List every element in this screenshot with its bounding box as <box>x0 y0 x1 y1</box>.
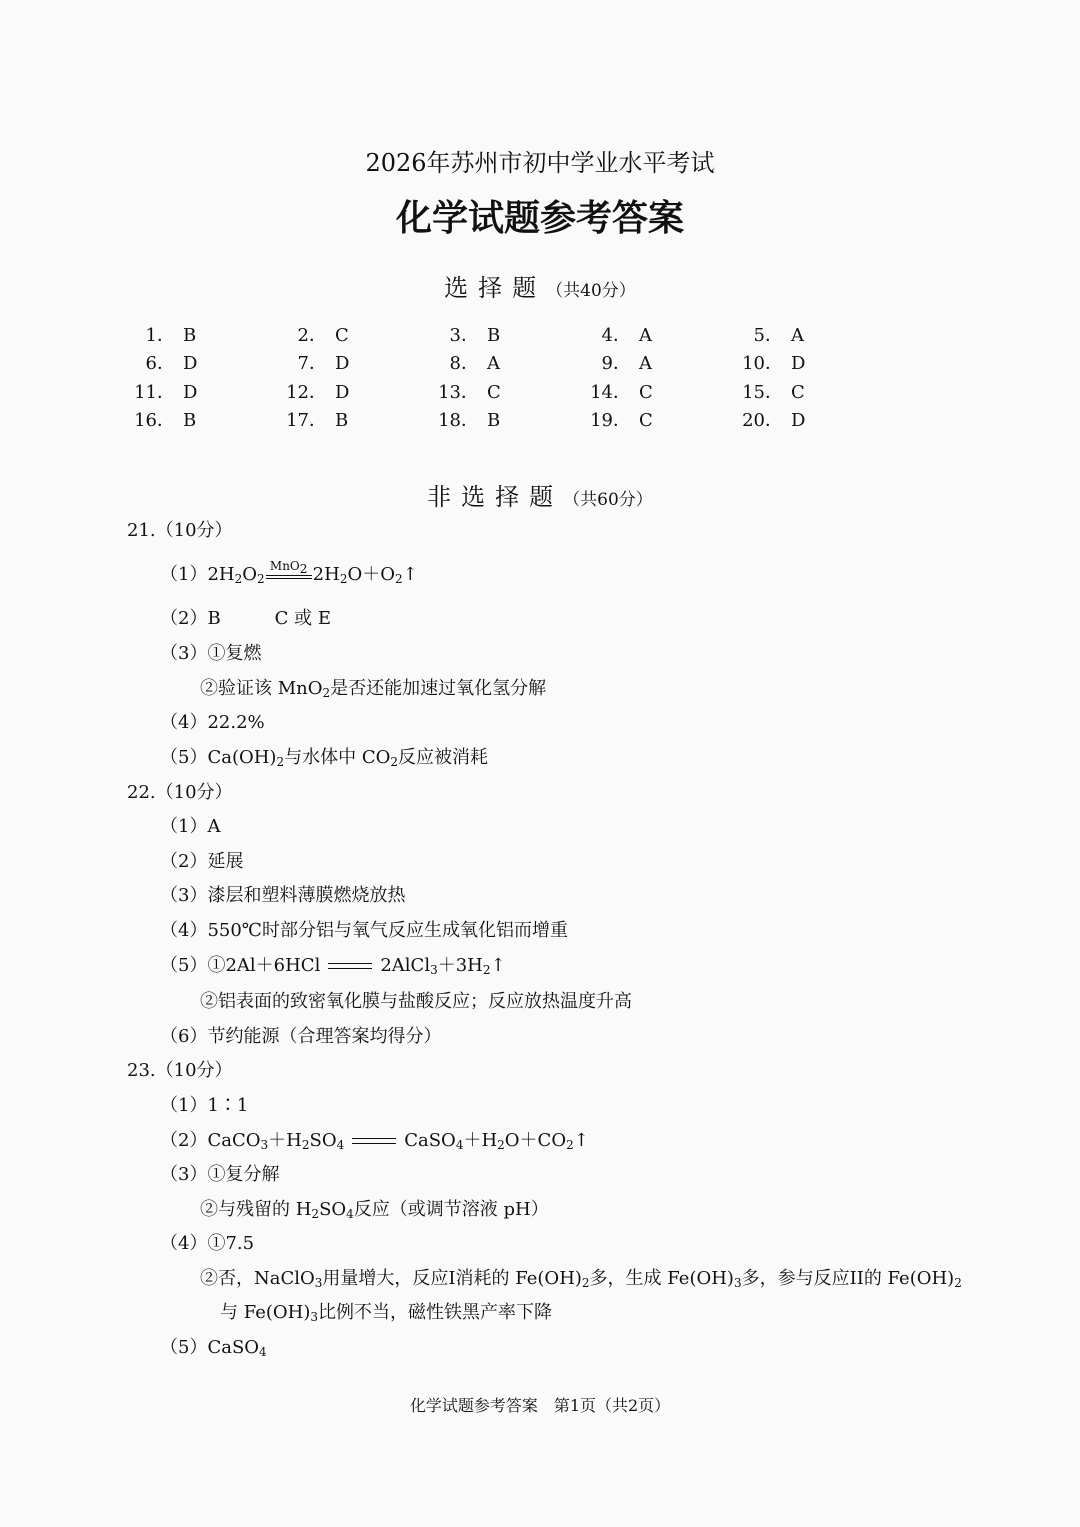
q22-part5-1-equation: （5）①2Al＋6HCl $2AlCl_3+3H_2↑$ <box>160 955 506 977</box>
q22-part6: （6）节约能源（合理答案均得分） <box>160 1026 442 1047</box>
question-number: 7． <box>297 353 327 375</box>
mc-answer-item <box>738 379 858 407</box>
answer-letter: B <box>183 325 197 346</box>
section-score-note: （共40分） <box>546 281 636 301</box>
question-number: 17． <box>286 409 327 431</box>
q21-part4: （4）22.2% <box>160 712 265 733</box>
question-number: 11． <box>134 381 175 403</box>
non-multiple-choice-heading <box>0 477 1080 512</box>
q23-part5: （5）CaSO$_4$ <box>160 1337 267 1359</box>
q22-part1: （1）A <box>160 816 221 837</box>
answer-letter: A <box>639 353 652 375</box>
q23-part3-1: （3）①复分解 <box>160 1164 280 1185</box>
mc-answer-item <box>586 379 706 407</box>
answer-letter: C <box>639 381 653 403</box>
mc-answer-item <box>586 350 706 378</box>
q22-part3: （3）漆层和塑料薄膜燃烧放热 <box>160 885 406 906</box>
question-number: 16． <box>134 409 175 431</box>
question-number: 14． <box>590 381 631 403</box>
question-number: 12． <box>286 381 327 403</box>
mc-answer-item <box>738 407 858 435</box>
answer-letter: D <box>791 353 806 375</box>
mc-answer-item <box>586 407 706 435</box>
mc-answer-item <box>434 379 554 407</box>
answer-letter: B <box>335 409 349 431</box>
answer-letter: D <box>183 381 198 403</box>
q23-part4-2: ②否，NaClO$_3$用量增大，反应I消耗的 $Fe(OH)_2$多，生成 $Fe(OH)_3$多，参与反应II的 $Fe(OH)_2$ <box>200 1268 962 1290</box>
q21-part5: $(5)Ca(OH)_2$与水体中 $CO_2$反应被消耗 <box>160 747 489 769</box>
q22-part2: （2）延展 <box>160 851 244 872</box>
question-number: 9． <box>601 353 631 375</box>
q22-part5-2: ②铝表面的致密氧化膜与盐酸反应；反应放热温度升高 <box>200 991 632 1012</box>
answer-letter: B <box>487 409 501 431</box>
answer-letter: A <box>487 353 500 375</box>
mc-answer-item <box>434 322 554 350</box>
answer-letter: B <box>487 325 501 346</box>
equals-sign <box>328 961 372 971</box>
answer-letter: B <box>183 409 197 431</box>
q23-part4-2-continued: 与 $Fe(OH)_3$比例不当，磁性铁黑产率下降 <box>220 1302 553 1324</box>
question-number: 15． <box>742 381 783 403</box>
question-number: 1． <box>145 325 175 346</box>
question-number: 3． <box>449 325 479 346</box>
q23-part4-1: （4）①7.5 <box>160 1233 255 1254</box>
question-number: 5． <box>753 325 783 346</box>
mc-answer-item <box>282 407 402 435</box>
mc-answer-item <box>738 350 858 378</box>
question-22-heading: 22.（10分） <box>127 782 233 803</box>
q21-part3-1: （3）①复燃 <box>160 643 262 664</box>
answer-letter: D <box>335 381 350 403</box>
question-number: 4． <box>601 325 631 346</box>
q21-part1-equation: $(1)2H_2O_2$ MnO$_2$ $2H_2O+O_2↑$ <box>160 559 418 586</box>
answer-letter: D <box>791 409 806 431</box>
question-number: 2． <box>297 325 327 346</box>
mc-answer-item <box>282 322 402 350</box>
document-title: 化学试题参考答案 <box>395 198 684 239</box>
question-21-heading: 21.（10分） <box>127 520 233 541</box>
question-number: 10． <box>742 353 783 375</box>
answer-letter: C <box>335 325 349 346</box>
mc-answer-item <box>282 350 402 378</box>
question-number: 6． <box>145 353 175 375</box>
q23-part3-2: ②与残留的 $H_2SO_4$反应（或调节溶液 pH） <box>200 1199 549 1221</box>
question-23-heading: 23.（10分） <box>127 1060 233 1081</box>
question-number: 19． <box>590 409 631 431</box>
answer-letter: C <box>639 409 653 431</box>
answer-letter: A <box>639 325 652 346</box>
mc-answer-item <box>586 322 706 350</box>
section-score-note: （共60分） <box>563 490 653 510</box>
reaction-condition: MnO$_2$ <box>265 563 313 587</box>
answer-letter: D <box>335 353 350 375</box>
question-number: 8． <box>449 353 479 375</box>
multiple-choice-heading <box>0 268 1080 303</box>
mc-answer-item <box>130 379 250 407</box>
mc-answer-item <box>738 322 858 350</box>
mc-answer-item <box>434 407 554 435</box>
answer-letter: D <box>183 353 198 375</box>
question-number: 18． <box>438 409 479 431</box>
q21-part3-2: ②验证该 MnO$_2$是否还能加速过氧化氢分解 <box>200 678 547 700</box>
multiple-choice-answer-grid <box>130 322 850 438</box>
q23-part1: （1）1∶1 <box>160 1095 249 1116</box>
question-number: 13． <box>438 381 479 403</box>
exam-title: 2026年苏州市初中学业水平考试 <box>365 149 715 177</box>
q21-part2: （2）B C 或 E <box>160 608 332 629</box>
section-title: 非选择题 <box>427 483 564 511</box>
mc-answer-item <box>130 407 250 435</box>
equals-sign <box>352 1136 396 1146</box>
answer-letter: A <box>791 325 804 346</box>
mc-answer-item <box>130 322 250 350</box>
answer-letter: C <box>487 381 501 403</box>
page-footer: 化学试题参考答案 第1页（共2页） <box>409 1396 671 1415</box>
mc-answer-item <box>282 379 402 407</box>
section-title: 选择题 <box>444 274 547 302</box>
question-number: 20． <box>742 409 783 431</box>
mc-answer-item <box>130 350 250 378</box>
mc-answer-item <box>434 350 554 378</box>
answer-letter: C <box>791 381 805 403</box>
q23-part2-equation: $(2)CaCO_3+H_2SO_4$ $CaSO_4+H_2O+CO_2↑$ <box>160 1130 589 1152</box>
q22-part4: （4）550℃时部分铝与氧气反应生成氧化铝而增重 <box>160 920 568 941</box>
